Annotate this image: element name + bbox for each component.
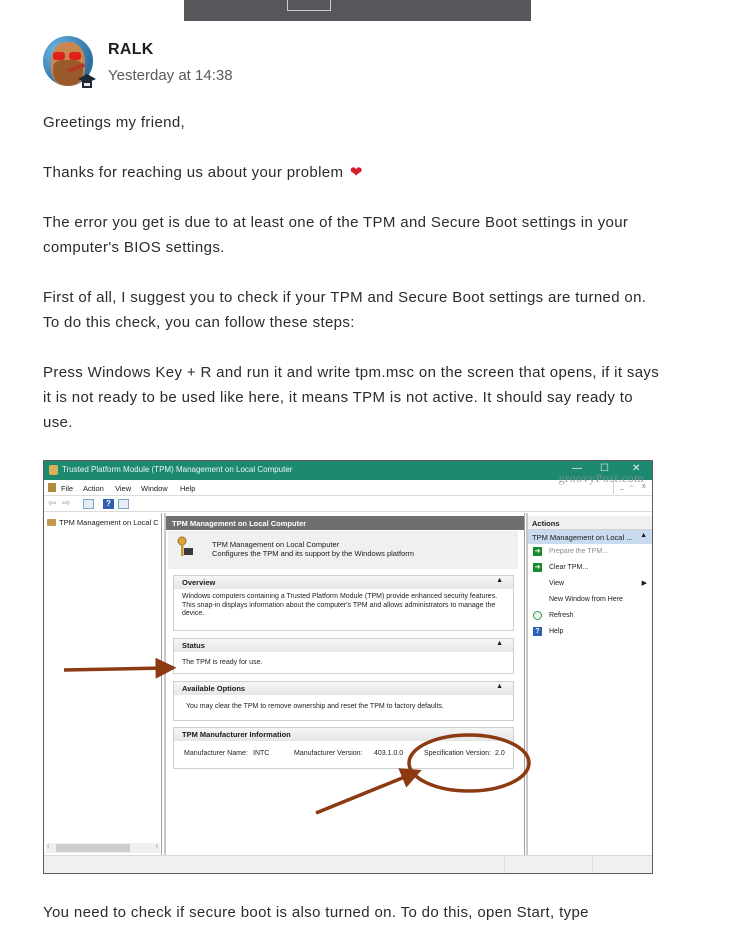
manufacturer-version-label: Manufacturer Version: (294, 750, 363, 757)
intro-description: Configures the TPM and its support by the Windows platform (212, 549, 415, 558)
overview-text: Windows computers containing a Trusted Platform Module (TPM) provide enhanced security features. This snap-in displays information about the computer's TPM and allows administrators to manage the device. (182, 593, 498, 617)
help-icon: ? (103, 499, 114, 509)
maximize-icon: ☐ (600, 463, 609, 474)
refresh-icon (533, 611, 542, 620)
actions-header: Actions (528, 516, 652, 530)
graduation-cap-icon (77, 72, 97, 90)
actions-pane (526, 513, 652, 855)
status-text: The TPM is ready for use. (182, 659, 263, 666)
post-paragraph-text: Thanks for reaching us about your problem (43, 164, 344, 181)
status-title: Status (182, 641, 205, 650)
back-arrow-icon: ⇦ (48, 498, 57, 509)
post-paragraph (43, 160, 663, 185)
snapin-intro (168, 531, 518, 569)
overview-section (173, 575, 514, 631)
top-media-bar (184, 0, 531, 21)
available-options-section (173, 681, 514, 721)
tree-node: TPM Management on Local C (47, 518, 159, 527)
status-section (173, 638, 514, 674)
scrollbar-thumb (56, 844, 130, 852)
pane-header: TPM Management on Local Computer (166, 516, 524, 530)
action-new-window: New Window from Here (549, 596, 623, 603)
avatar-glasses (53, 52, 83, 60)
key-chip-icon (177, 536, 193, 558)
mdi-close-icon: x (642, 483, 646, 490)
manufacturer-name-label: Manufacturer Name: (184, 750, 248, 757)
watermark: groovyPost.com (558, 471, 644, 485)
post-timestamp[interactable]: Yesterday at 14:38 (108, 67, 233, 84)
action-prepare-tpm: ➔ Prepare the TPM... (534, 548, 609, 555)
scroll-right-icon: › (155, 843, 158, 850)
post-paragraph: You need to check if secure boot is also turned on. To do this, open Start, type (43, 904, 589, 921)
submenu-arrow-icon: ▶ (641, 580, 647, 587)
post-paragraph: Press Windows Key + R and run it and write tpm.msc on the screen that opens, if it says it is not ready to be used like here, it means TPM is not active. It should say ready to use. (43, 364, 660, 431)
scroll-left-icon: ‹ (47, 843, 50, 850)
intro-title: TPM Management on Local Computer (212, 540, 340, 549)
show-hide-tree-icon (83, 499, 94, 509)
menu-app-icon (48, 483, 56, 492)
green-arrow-icon: ➔ (534, 548, 541, 555)
window-title: Trusted Platform Module (TPM) Management on Local Computer (62, 465, 293, 474)
spec-version-value: 2.0 (495, 750, 505, 757)
tpm-details-pane (164, 513, 525, 855)
action-help: ? Help (528, 624, 652, 640)
spec-version-label: Specification Version: (424, 750, 491, 757)
post-header (43, 36, 443, 88)
options-title: Available Options (182, 684, 246, 693)
collapse-icon: ▲ (496, 683, 503, 690)
tpm-key-icon (47, 519, 56, 526)
horizontal-scrollbar (46, 843, 160, 853)
action-clear-tpm: ➔ Clear TPM... (534, 564, 589, 571)
author-name[interactable]: RALK (108, 41, 154, 58)
mdi-minimize-icon: _ (620, 483, 624, 490)
menu-window: Window (141, 484, 168, 493)
collapse-icon: ▲ (496, 577, 503, 584)
manufacturer-version-value: 403.1.0.0 (374, 750, 404, 757)
media-control-button[interactable] (287, 0, 331, 11)
post-paragraph: First of all, I suggest you to check if your TPM and Secure Boot settings are turned on. To do this check, you can follow these steps: (43, 289, 647, 331)
manufacturer-title: TPM Manufacturer Information (182, 730, 291, 739)
toolbar (44, 496, 652, 512)
actions-group: TPM Management on Local ... ▲ (528, 530, 652, 544)
manufacturer-name-value: INTC (253, 750, 270, 757)
overview-title: Overview (182, 578, 216, 587)
show-hide-action-pane-icon (118, 499, 129, 509)
post-paragraph: The error you get is due to at least one of the TPM and Secure Boot settings in your computer's BIOS settings. (43, 214, 629, 256)
tpm-app-icon (49, 465, 58, 475)
forward-arrow-icon: ⇨ (62, 498, 71, 509)
action-refresh: Refresh (528, 608, 652, 624)
menu-view: View (115, 484, 132, 493)
menu-help: Help (180, 484, 196, 493)
mdi-controls (613, 481, 649, 494)
heart-emoji-icon: ❤ (349, 164, 363, 181)
menu-action: Action (83, 484, 104, 493)
help-icon: ? (533, 627, 542, 636)
tpm-console-screenshot[interactable] (43, 460, 653, 874)
console-tree (44, 513, 162, 855)
green-arrow-icon: ➔ (534, 564, 541, 571)
collapse-icon: ▲ (496, 640, 503, 647)
mdi-restore-icon: ▫ (630, 483, 633, 490)
collapse-icon: ▲ (640, 532, 647, 539)
manufacturer-section (173, 727, 514, 769)
status-bar (44, 855, 652, 873)
minimize-icon: — (572, 463, 582, 474)
options-text: You may clear the TPM to remove ownership and reset the TPM to factory defaults. (186, 703, 444, 710)
menu-file: File (61, 484, 74, 493)
action-view: View ▶ (549, 580, 647, 587)
close-icon: ✕ (632, 463, 641, 474)
post-paragraph: Greetings my friend, (43, 114, 186, 131)
